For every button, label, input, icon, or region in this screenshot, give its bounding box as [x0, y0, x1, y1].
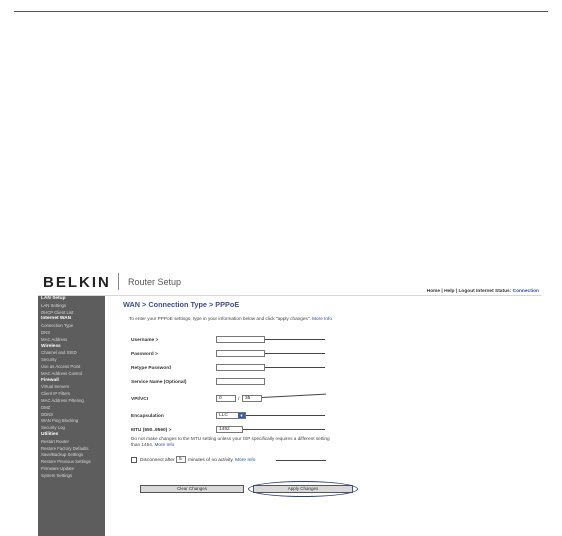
header-divider — [118, 273, 119, 290]
sidebar-item[interactable]: DDNS — [41, 411, 54, 417]
nav-links[interactable]: Home | Help | Logout — [426, 289, 475, 294]
vpivci-callout — [262, 394, 326, 398]
service-name-input[interactable] — [216, 378, 265, 385]
app-title: Router Setup — [128, 277, 182, 287]
sidebar-item[interactable]: MAC Address — [41, 336, 68, 342]
page-top-rule — [14, 11, 548, 12]
sidebar — [38, 296, 105, 536]
sidebar-item[interactable]: MAC Address Control — [41, 370, 83, 376]
password-callout — [265, 353, 325, 354]
header-bar — [38, 265, 542, 296]
disconnect-callout — [276, 460, 326, 461]
disconnect-suffix-text: minutes of no activity. — [188, 458, 234, 463]
sidebar-item[interactable]: Client IP Filters — [41, 391, 71, 397]
username-input[interactable] — [216, 336, 265, 343]
status-value: Connection — [512, 289, 539, 294]
sidebar-item[interactable]: LAN Settings — [41, 302, 67, 308]
password-input[interactable] — [216, 350, 265, 357]
page-title: WAN > Connection Type > PPPoE — [123, 300, 240, 309]
sidebar-item[interactable]: Virtual Servers — [41, 384, 70, 390]
belkin-logo: BELKIN — [43, 274, 111, 291]
mtu-callout — [243, 429, 325, 430]
sidebar-item[interactable]: Security — [41, 357, 57, 363]
sidebar-item[interactable]: DMZ — [41, 404, 51, 410]
intro-more-info-link[interactable]: More Info — [312, 316, 332, 321]
sidebar-section-heading: LAN Setup — [41, 296, 66, 301]
disconnect-minutes-input[interactable]: 5 — [176, 456, 186, 463]
apply-changes-button[interactable]: Apply Changes — [253, 485, 353, 493]
sidebar-item[interactable]: System Settings — [41, 472, 73, 478]
sidebar-item[interactable]: MAC Address Filtering — [41, 397, 84, 403]
clear-changes-button[interactable]: Clear Changes — [140, 485, 244, 493]
retype-password-label: Retype Password — [131, 366, 171, 371]
sidebar-item[interactable]: DHCP Client List — [41, 309, 74, 315]
disconnect-suffix — [188, 458, 255, 463]
sidebar-item[interactable]: Channel and SSID — [41, 350, 77, 356]
sidebar-section-heading: Internet WAN — [41, 316, 72, 322]
sidebar-section-heading: Utilities — [41, 431, 59, 437]
mtu-note-text: than 1454. — [131, 442, 154, 447]
sidebar-item[interactable]: Restore Factory Defaults — [41, 445, 89, 451]
sidebar-item[interactable]: Restore Previous Settings — [41, 459, 91, 465]
retype-callout — [265, 367, 325, 368]
sidebar-item[interactable]: Firmware Update — [41, 465, 74, 471]
sidebar-item[interactable]: Restart Router — [41, 438, 69, 444]
intro-sentence: To enter your PPPoE settings, type in your information below and click "apply changes". — [129, 316, 311, 321]
sidebar-item[interactable]: Connection Type — [41, 323, 74, 329]
username-callout — [265, 339, 325, 340]
status-label: Internet Status: — [476, 289, 512, 294]
header-links — [427, 289, 539, 294]
sidebar-item[interactable]: WAN Ping Blocking — [41, 418, 79, 424]
mtu-note-line2 — [131, 442, 174, 447]
encapsulation-label: Encapsulation — [131, 414, 164, 419]
mtu-input[interactable]: 1492 — [216, 426, 243, 433]
mtu-label: MTU (550..9560) > — [131, 428, 172, 433]
service-name-label: Service Name (Optional) — [131, 380, 187, 385]
encapsulation-value: LLC — [219, 413, 228, 418]
retype-password-input[interactable] — [216, 364, 265, 371]
intro-text — [129, 316, 332, 321]
disconnect-prefix: Disconnect after — [140, 458, 175, 463]
vci-input[interactable]: 35 — [242, 395, 262, 402]
disconnect-checkbox[interactable] — [131, 457, 137, 463]
disconnect-more-info-link[interactable]: More Info — [235, 458, 256, 463]
router-setup-window — [38, 265, 542, 536]
apply-button-highlight — [248, 481, 358, 497]
mtu-more-info-link[interactable]: More Info — [154, 442, 175, 447]
sidebar-item[interactable]: Use as Access Point — [41, 363, 81, 369]
username-label: Username > — [131, 338, 159, 343]
main-content — [105, 296, 542, 536]
sidebar-item[interactable]: Security Log — [41, 425, 65, 431]
mtu-note-line1: Do not make changes to the MTU setting unless your ISP specifically requires a different setting — [131, 436, 330, 441]
sidebar-item[interactable]: Save/Backup Settings — [41, 452, 84, 458]
sidebar-section-heading: Wireless — [41, 343, 61, 349]
encapsulation-callout — [246, 415, 325, 416]
sidebar-section-heading: Firewall — [41, 377, 59, 383]
chevron-down-icon[interactable]: ▼ — [239, 413, 244, 418]
encapsulation-select[interactable] — [216, 412, 246, 419]
sidebar-item[interactable]: DNS — [41, 329, 51, 335]
vpivci-separator: / — [238, 397, 240, 402]
password-label: Password > — [131, 352, 158, 357]
vpi-input[interactable]: 0 — [216, 395, 236, 402]
vpivci-label: VPI/VCI — [131, 397, 149, 402]
